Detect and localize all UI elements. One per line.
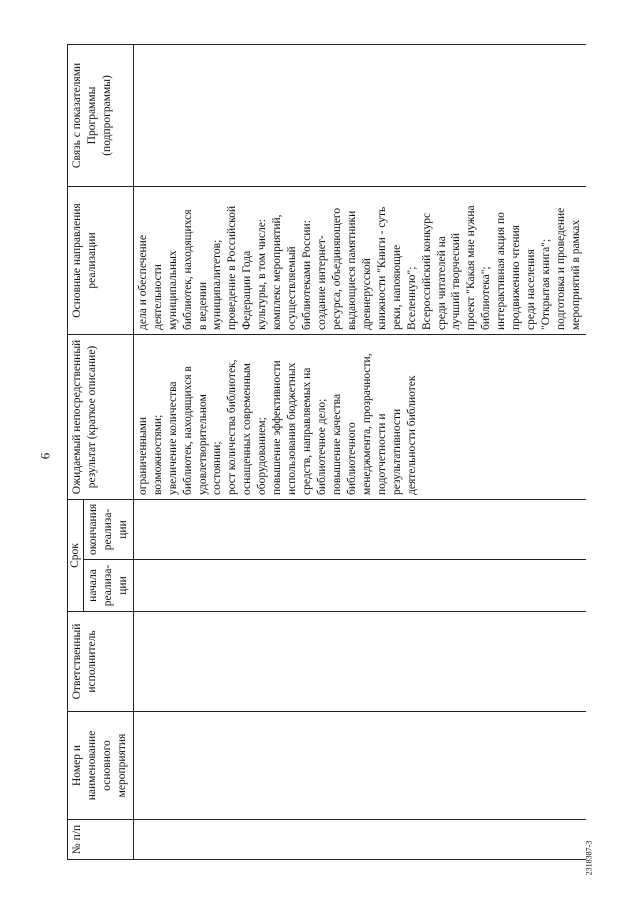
text-line: комплекс мероприятий, <box>271 214 284 330</box>
text-line: состоянии; <box>211 441 224 495</box>
text-line: библиотеками России: <box>301 220 314 330</box>
text-line: дела и обеспечение <box>136 235 149 330</box>
text-line: осуществляемый <box>286 246 299 330</box>
text-line: результативности <box>390 408 403 495</box>
cell-activity-name <box>133 712 586 820</box>
text-line: продвижению чтения <box>510 225 523 330</box>
text-line: менеджмента, прозрачности, <box>360 353 373 495</box>
text-line: лучший творческий <box>450 232 463 330</box>
text-line: Всероссийский конкурс <box>420 212 433 330</box>
text-line: в ведении <box>196 281 209 330</box>
cell-link-indicators <box>133 44 586 186</box>
text-line: среди читателей на <box>435 236 448 330</box>
header-link-indicators: Связь с показателями Программы (подпрограммы) <box>68 44 134 186</box>
cell-expected-result <box>133 334 586 499</box>
text-line: удовлетворительном <box>196 394 209 495</box>
directions-text <box>136 191 584 330</box>
text-line: ресурса, объединяющего <box>330 207 343 330</box>
text-line: выдающиеся памятники <box>345 210 358 330</box>
header-number: № п/п <box>68 820 134 860</box>
text-line: подготовка и проведение <box>555 207 567 330</box>
cell-term-end <box>133 499 586 559</box>
cell-directions <box>133 186 586 334</box>
text-line: оснащенных современным <box>241 363 254 495</box>
cell-executor <box>133 612 586 712</box>
text-line: проект "Какая мне нужна <box>465 205 478 330</box>
text-line: деятельности библиотек <box>405 375 418 495</box>
text-line: деятельности <box>151 264 164 330</box>
header-directions: Основные направления реализации <box>68 186 134 334</box>
text-line: подотчетности и <box>375 413 388 495</box>
program-table <box>67 44 586 860</box>
text-line: древнерусской <box>360 258 373 330</box>
text-line: "Открытая книга"; <box>540 238 553 330</box>
cell-term-start <box>133 560 586 612</box>
text-line: Федерации Года <box>241 250 254 330</box>
text-line: муниципальных <box>166 250 179 330</box>
header-term: Срок <box>68 499 84 611</box>
text-line: возможностями; <box>151 414 164 495</box>
table-row <box>133 44 586 859</box>
text-line: повышение эффективности <box>271 360 284 495</box>
header-expected-result: Ожидаемый непосредственный результат (краткое описание) <box>68 334 134 499</box>
text-line: реки, напояющие <box>390 244 403 330</box>
text-line: рост количества библиотек, <box>226 359 239 495</box>
document-code: 2318387-3 <box>584 840 594 876</box>
text-line: создание интернет- <box>316 235 328 330</box>
text-line: книжности "Книги - суть <box>375 206 388 330</box>
text-line: проведение в Российской <box>226 205 239 330</box>
text-line: интерактивная акция по <box>495 212 508 330</box>
text-line: библиотека"; <box>480 266 493 330</box>
text-line: муниципалитетов; <box>211 239 224 330</box>
text-line: библиотечного <box>345 422 358 495</box>
header-term-end: окончания реализа-ции <box>83 499 133 559</box>
text-line: Вселенную"; <box>405 266 418 330</box>
text-line: культуры, в том числе: <box>256 218 269 330</box>
header-term-start: начала реализа-ции <box>83 560 133 612</box>
text-line: библиотек, находящихся <box>181 209 194 330</box>
page-number: 6 <box>37 452 53 460</box>
text-line: библиотечное дело; <box>316 398 328 495</box>
text-line: использования бюджетных <box>286 362 299 495</box>
text-line: среди населения <box>525 249 538 330</box>
text-line: оборудованием; <box>256 417 269 495</box>
text-line: мероприятий в рамках <box>569 219 582 330</box>
header-executor: Ответственный исполнитель <box>68 612 134 712</box>
expected-result-text <box>136 339 420 495</box>
text-line: ограниченными <box>136 417 149 495</box>
cell-number <box>133 820 586 860</box>
text-line: повышение качества <box>330 393 343 495</box>
rotated-table-frame <box>67 45 582 860</box>
header-activity-name: Номер и наименование основного мероприятия <box>68 712 134 820</box>
text-line: средств, направляемых на <box>301 367 314 495</box>
text-line: увеличение количества <box>166 381 179 495</box>
text-line: библиотек, находящихся в <box>181 366 194 495</box>
